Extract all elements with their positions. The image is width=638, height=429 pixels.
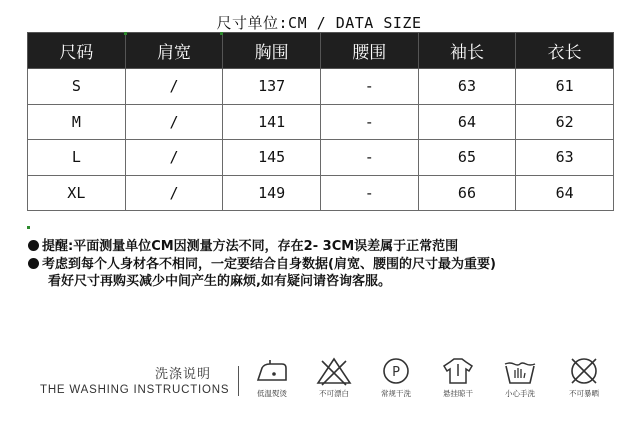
care-hand-wash [494,356,546,399]
washing-title: 洗涤说明 [155,367,212,382]
dry-clean-p-icon [376,356,416,386]
cell-waist: - [320,69,418,105]
hang-dry-icon [438,356,478,386]
cell-chest: 149 [223,175,321,211]
header-size: 尺码 [28,33,126,69]
care-iron-low [246,356,298,399]
care-dry-clean [370,356,422,399]
cell-shoulder: / [125,140,223,176]
green-marker [27,226,30,229]
care-hang-dry [432,356,484,399]
cell-chest: 141 [223,104,321,140]
care-no-tumble-dry [558,356,610,399]
cell-chest: 137 [223,69,321,105]
cell-size: L [28,140,126,176]
size-table [27,32,614,211]
table-row [28,175,614,211]
note-contact: 看好尺寸再购买减少中间产生的麻烦,如有疑问请咨询客服。 [48,274,391,289]
care-label: 悬挂晾干 [443,389,473,398]
green-marker [220,32,223,35]
cell-waist: - [320,140,418,176]
hand-wash-icon [500,356,540,386]
header-waist: 腰围 [320,33,418,69]
cell-length: 61 [516,69,614,105]
cell-sleeve: 65 [418,140,516,176]
care-label: 不可漂白 [319,389,349,398]
bullet-icon [28,240,39,251]
header-length: 衣长 [516,33,614,69]
table-header-row [28,33,614,69]
washing-subtitle: THE WASHING INSTRUCTIONS [40,384,230,396]
cell-length: 64 [516,175,614,211]
cell-size: XL [28,175,126,211]
care-label: 小心手洗 [505,389,535,398]
care-label: 不可暴晒 [569,389,599,398]
cell-chest: 145 [223,140,321,176]
table-row [28,140,614,176]
care-label: 常规干洗 [381,389,411,398]
cell-sleeve: 64 [418,104,516,140]
cell-shoulder: / [125,69,223,105]
cell-length: 63 [516,140,614,176]
washing-divider [238,366,239,396]
table-row [28,104,614,140]
cell-shoulder: / [125,104,223,140]
header-chest: 胸围 [223,33,321,69]
note-reminder: 提醒:平面测量单位CM因测量方法不同，存在2- 3CM误差属于正常范围 [28,238,628,256]
cell-waist: - [320,175,418,211]
green-marker [124,32,127,35]
table-row [28,69,614,105]
care-label: 低温熨烫 [257,389,287,398]
header-shoulder: 肩宽 [125,33,223,69]
bullet-icon [28,258,39,269]
cell-sleeve: 66 [418,175,516,211]
cell-waist: - [320,104,418,140]
no-bleach-icon [314,356,354,386]
cell-shoulder: / [125,175,223,211]
iron-low-icon [252,356,292,386]
cell-size: S [28,69,126,105]
care-no-bleach [308,356,360,399]
size-table-title: 尺寸单位:CM / DATA SIZE [216,14,422,32]
cell-length: 62 [516,104,614,140]
size-notes [28,238,628,291]
note-body-fit: 考虑到每个人身材各不相同，一定要结合自身数据(肩宽、腰围的尺寸最为重要) [28,256,628,274]
no-tumble-dry-icon [564,356,604,386]
header-sleeve: 袖长 [418,33,516,69]
svg-text:P: P [392,365,400,380]
cell-sleeve: 63 [418,69,516,105]
cell-size: M [28,104,126,140]
